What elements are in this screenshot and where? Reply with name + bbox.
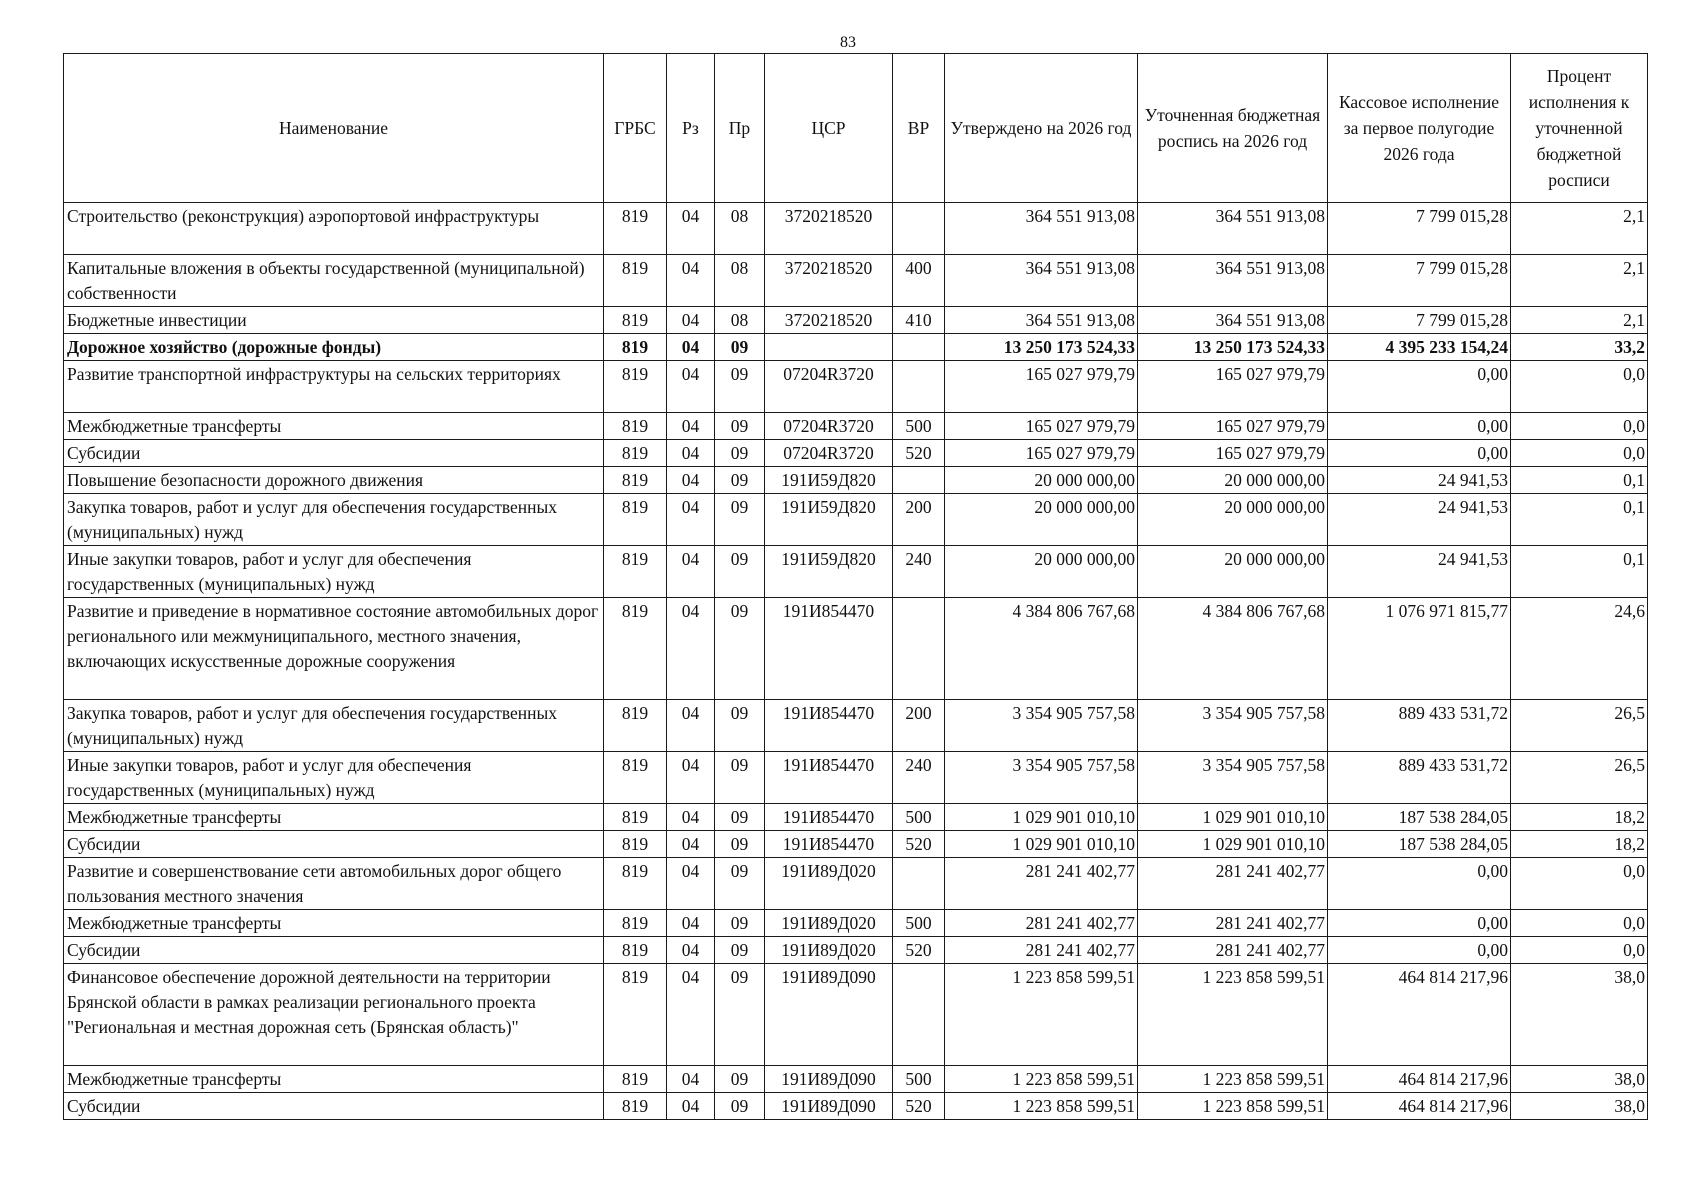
cell-pr: 09 <box>715 361 765 413</box>
cell-vr <box>893 361 945 413</box>
table-header-row <box>64 54 1648 203</box>
table-row <box>64 937 1648 964</box>
cell-percent: 0,0 <box>1511 910 1648 937</box>
cell-cash: 7 799 015,28 <box>1328 307 1511 334</box>
cell-csr: 191И854470 <box>765 700 893 752</box>
cell-vr: 500 <box>893 910 945 937</box>
cell-csr: 191И59Д820 <box>765 546 893 598</box>
cell-pr: 09 <box>715 964 765 1066</box>
table-row <box>64 307 1648 334</box>
cell-csr: 07204R3720 <box>765 361 893 413</box>
cell-approved: 1 029 901 010,10 <box>945 831 1138 858</box>
cell-csr: 191И854470 <box>765 804 893 831</box>
cell-rz: 04 <box>667 203 715 255</box>
cell-approved: 3 354 905 757,58 <box>945 700 1138 752</box>
cell-name: Иные закупки товаров, работ и услуг для обеспечения государственных (муниципальных) нужд <box>64 752 604 804</box>
cell-name: Закупка товаров, работ и услуг для обеспечения государственных (муниципальных) нужд <box>64 494 604 546</box>
cell-name: Иные закупки товаров, работ и услуг для обеспечения государственных (муниципальных) нужд <box>64 546 604 598</box>
cell-grbs: 819 <box>604 1066 667 1093</box>
cell-vr: 520 <box>893 1093 945 1120</box>
cell-csr: 191И854470 <box>765 831 893 858</box>
cell-refined: 281 241 402,77 <box>1138 910 1328 937</box>
cell-name: Субсидии <box>64 440 604 467</box>
cell-cash: 464 814 217,96 <box>1328 964 1511 1066</box>
cell-pr: 08 <box>715 307 765 334</box>
cell-csr: 07204R3720 <box>765 413 893 440</box>
cell-refined: 364 551 913,08 <box>1138 203 1328 255</box>
cell-vr: 200 <box>893 494 945 546</box>
cell-csr: 191И89Д020 <box>765 937 893 964</box>
cell-pr: 08 <box>715 203 765 255</box>
cell-percent: 18,2 <box>1511 831 1648 858</box>
cell-name: Повышение безопасности дорожного движения <box>64 467 604 494</box>
cell-pr: 09 <box>715 937 765 964</box>
cell-csr: 191И59Д820 <box>765 494 893 546</box>
cell-grbs: 819 <box>604 546 667 598</box>
cell-cash: 889 433 531,72 <box>1328 700 1511 752</box>
cell-percent: 0,1 <box>1511 467 1648 494</box>
header-name: Наименование <box>64 54 604 203</box>
cell-rz: 04 <box>667 752 715 804</box>
cell-pr: 09 <box>715 440 765 467</box>
cell-percent: 0,0 <box>1511 937 1648 964</box>
cell-cash: 187 538 284,05 <box>1328 831 1511 858</box>
cell-name: Развитие транспортной инфраструктуры на сельских территориях <box>64 361 604 413</box>
cell-percent: 38,0 <box>1511 1066 1648 1093</box>
cell-name: Межбюджетные трансферты <box>64 804 604 831</box>
cell-csr: 191И854470 <box>765 598 893 700</box>
cell-name: Бюджетные инвестиции <box>64 307 604 334</box>
cell-cash: 7 799 015,28 <box>1328 203 1511 255</box>
cell-grbs: 819 <box>604 494 667 546</box>
cell-rz: 04 <box>667 831 715 858</box>
cell-pr: 09 <box>715 858 765 910</box>
cell-refined: 1 029 901 010,10 <box>1138 831 1328 858</box>
cell-refined: 364 551 913,08 <box>1138 255 1328 307</box>
cell-approved: 364 551 913,08 <box>945 255 1138 307</box>
cell-grbs: 819 <box>604 307 667 334</box>
cell-name: Субсидии <box>64 1093 604 1120</box>
cell-refined: 3 354 905 757,58 <box>1138 752 1328 804</box>
cell-grbs: 819 <box>604 937 667 964</box>
cell-cash: 24 941,53 <box>1328 494 1511 546</box>
cell-cash: 0,00 <box>1328 910 1511 937</box>
cell-rz: 04 <box>667 334 715 361</box>
cell-approved: 1 029 901 010,10 <box>945 804 1138 831</box>
cell-approved: 20 000 000,00 <box>945 467 1138 494</box>
cell-percent: 26,5 <box>1511 752 1648 804</box>
table-row <box>64 255 1648 307</box>
cell-percent: 2,1 <box>1511 307 1648 334</box>
cell-name: Финансовое обеспечение дорожной деятельности на территории Брянской области в рамках реализации регионального проекта "Региональная и местная дорожная сеть (Брянская область)" <box>64 964 604 1066</box>
cell-refined: 165 027 979,79 <box>1138 440 1328 467</box>
cell-name: Капитальные вложения в объекты государственной (муниципальной) собственности <box>64 255 604 307</box>
cell-grbs: 819 <box>604 964 667 1066</box>
cell-name: Дорожное хозяйство (дорожные фонды) <box>64 334 604 361</box>
cell-vr <box>893 858 945 910</box>
table-row <box>64 804 1648 831</box>
cell-cash: 7 799 015,28 <box>1328 255 1511 307</box>
cell-pr: 09 <box>715 752 765 804</box>
cell-pr: 09 <box>715 831 765 858</box>
cell-approved: 1 223 858 599,51 <box>945 1066 1138 1093</box>
cell-percent: 0,1 <box>1511 546 1648 598</box>
table-row <box>64 440 1648 467</box>
cell-grbs: 819 <box>604 413 667 440</box>
cell-percent: 33,2 <box>1511 334 1648 361</box>
cell-approved: 13 250 173 524,33 <box>945 334 1138 361</box>
cell-refined: 1 223 858 599,51 <box>1138 964 1328 1066</box>
cell-approved: 165 027 979,79 <box>945 361 1138 413</box>
cell-rz: 04 <box>667 804 715 831</box>
cell-percent: 0,1 <box>1511 494 1648 546</box>
cell-percent: 18,2 <box>1511 804 1648 831</box>
header-grbs: ГРБС <box>604 54 667 203</box>
cell-name: Развитие и приведение в нормативное состояние автомобильных дорог регионального или межмуниципального, местного значения, включающих искусственные дорожные сооружения <box>64 598 604 700</box>
cell-approved: 281 241 402,77 <box>945 858 1138 910</box>
cell-pr: 09 <box>715 494 765 546</box>
cell-pr: 09 <box>715 467 765 494</box>
cell-vr <box>893 203 945 255</box>
cell-approved: 1 223 858 599,51 <box>945 1093 1138 1120</box>
cell-percent: 2,1 <box>1511 255 1648 307</box>
cell-name: Межбюджетные трансферты <box>64 413 604 440</box>
header-approved: Утверждено на 2026 год <box>945 54 1138 203</box>
cell-refined: 165 027 979,79 <box>1138 361 1328 413</box>
cell-cash: 889 433 531,72 <box>1328 752 1511 804</box>
cell-refined: 4 384 806 767,68 <box>1138 598 1328 700</box>
table-row <box>64 858 1648 910</box>
cell-rz: 04 <box>667 307 715 334</box>
cell-refined: 364 551 913,08 <box>1138 307 1328 334</box>
cell-cash: 464 814 217,96 <box>1328 1093 1511 1120</box>
cell-pr: 09 <box>715 1093 765 1120</box>
table-row <box>64 334 1648 361</box>
cell-refined: 165 027 979,79 <box>1138 413 1328 440</box>
cell-vr: 400 <box>893 255 945 307</box>
cell-csr: 191И89Д020 <box>765 910 893 937</box>
cell-name: Межбюджетные трансферты <box>64 910 604 937</box>
cell-name: Строительство (реконструкция) аэропортовой инфраструктуры <box>64 203 604 255</box>
table-row <box>64 598 1648 700</box>
cell-approved: 20 000 000,00 <box>945 546 1138 598</box>
table-row <box>64 700 1648 752</box>
cell-rz: 04 <box>667 964 715 1066</box>
cell-approved: 20 000 000,00 <box>945 494 1138 546</box>
cell-refined: 281 241 402,77 <box>1138 858 1328 910</box>
table-row <box>64 831 1648 858</box>
cell-percent: 38,0 <box>1511 964 1648 1066</box>
cell-name: Закупка товаров, работ и услуг для обеспечения государственных (муниципальных) нужд <box>64 700 604 752</box>
cell-rz: 04 <box>667 1093 715 1120</box>
cell-csr: 191И89Д090 <box>765 964 893 1066</box>
cell-grbs: 819 <box>604 831 667 858</box>
cell-percent: 2,1 <box>1511 203 1648 255</box>
table-row <box>64 546 1648 598</box>
cell-approved: 4 384 806 767,68 <box>945 598 1138 700</box>
header-refined: Уточненная бюджетная роспись на 2026 год <box>1138 54 1328 203</box>
cell-pr: 09 <box>715 910 765 937</box>
cell-cash: 1 076 971 815,77 <box>1328 598 1511 700</box>
cell-cash: 24 941,53 <box>1328 467 1511 494</box>
cell-vr: 410 <box>893 307 945 334</box>
cell-csr: 191И59Д820 <box>765 467 893 494</box>
cell-vr: 520 <box>893 440 945 467</box>
cell-approved: 281 241 402,77 <box>945 910 1138 937</box>
cell-refined: 20 000 000,00 <box>1138 546 1328 598</box>
cell-grbs: 819 <box>604 910 667 937</box>
cell-grbs: 819 <box>604 598 667 700</box>
cell-approved: 1 223 858 599,51 <box>945 964 1138 1066</box>
cell-refined: 1 029 901 010,10 <box>1138 804 1328 831</box>
cell-percent: 0,0 <box>1511 413 1648 440</box>
table-row <box>64 1066 1648 1093</box>
cell-grbs: 819 <box>604 752 667 804</box>
cell-vr <box>893 334 945 361</box>
cell-percent: 0,0 <box>1511 440 1648 467</box>
table-row <box>64 752 1648 804</box>
cell-name: Развитие и совершенствование сети автомобильных дорог общего пользования местного значения <box>64 858 604 910</box>
cell-csr: 3720218520 <box>765 255 893 307</box>
table-row <box>64 203 1648 255</box>
page-number: 83 <box>840 34 856 51</box>
cell-vr <box>893 467 945 494</box>
cell-rz: 04 <box>667 910 715 937</box>
cell-refined: 20 000 000,00 <box>1138 467 1328 494</box>
cell-vr <box>893 964 945 1066</box>
cell-rz: 04 <box>667 700 715 752</box>
cell-percent: 38,0 <box>1511 1093 1648 1120</box>
cell-csr <box>765 334 893 361</box>
cell-vr: 500 <box>893 1066 945 1093</box>
cell-pr: 09 <box>715 1066 765 1093</box>
cell-refined: 20 000 000,00 <box>1138 494 1328 546</box>
cell-cash: 464 814 217,96 <box>1328 1066 1511 1093</box>
cell-rz: 04 <box>667 546 715 598</box>
table-row <box>64 361 1648 413</box>
cell-grbs: 819 <box>604 334 667 361</box>
cell-percent: 26,5 <box>1511 700 1648 752</box>
cell-approved: 281 241 402,77 <box>945 937 1138 964</box>
cell-rz: 04 <box>667 255 715 307</box>
cell-cash: 187 538 284,05 <box>1328 804 1511 831</box>
cell-csr: 191И854470 <box>765 752 893 804</box>
table-row <box>64 910 1648 937</box>
cell-rz: 04 <box>667 361 715 413</box>
header-rz: Рз <box>667 54 715 203</box>
cell-rz: 04 <box>667 413 715 440</box>
cell-vr: 520 <box>893 937 945 964</box>
cell-vr: 520 <box>893 831 945 858</box>
header-vr: ВР <box>893 54 945 203</box>
cell-grbs: 819 <box>604 1093 667 1120</box>
cell-csr: 3720218520 <box>765 307 893 334</box>
cell-vr: 500 <box>893 804 945 831</box>
cell-rz: 04 <box>667 440 715 467</box>
cell-cash: 4 395 233 154,24 <box>1328 334 1511 361</box>
table-row <box>64 964 1648 1066</box>
cell-approved: 364 551 913,08 <box>945 203 1138 255</box>
header-cash: Кассовое исполнение за первое полугодие 2026 года <box>1328 54 1511 203</box>
cell-vr: 240 <box>893 752 945 804</box>
cell-name: Субсидии <box>64 831 604 858</box>
cell-pr: 09 <box>715 804 765 831</box>
cell-pr: 09 <box>715 546 765 598</box>
cell-rz: 04 <box>667 598 715 700</box>
cell-csr: 191И89Д090 <box>765 1093 893 1120</box>
cell-csr: 07204R3720 <box>765 440 893 467</box>
header-percent: Процент исполнения к уточненной бюджетной росписи <box>1511 54 1648 203</box>
cell-cash: 0,00 <box>1328 361 1511 413</box>
cell-name: Субсидии <box>64 937 604 964</box>
cell-approved: 165 027 979,79 <box>945 413 1138 440</box>
cell-name: Межбюджетные трансферты <box>64 1066 604 1093</box>
cell-grbs: 819 <box>604 700 667 752</box>
cell-csr: 3720218520 <box>765 203 893 255</box>
cell-pr: 09 <box>715 413 765 440</box>
table-row <box>64 1093 1648 1120</box>
cell-grbs: 819 <box>604 440 667 467</box>
cell-grbs: 819 <box>604 467 667 494</box>
cell-grbs: 819 <box>604 361 667 413</box>
cell-grbs: 819 <box>604 255 667 307</box>
table-row <box>64 467 1648 494</box>
cell-approved: 3 354 905 757,58 <box>945 752 1138 804</box>
header-csr: ЦСР <box>765 54 893 203</box>
cell-rz: 04 <box>667 1066 715 1093</box>
cell-percent: 0,0 <box>1511 361 1648 413</box>
cell-refined: 13 250 173 524,33 <box>1138 334 1328 361</box>
cell-csr: 191И89Д090 <box>765 1066 893 1093</box>
cell-rz: 04 <box>667 494 715 546</box>
cell-vr: 240 <box>893 546 945 598</box>
header-pr: Пр <box>715 54 765 203</box>
cell-cash: 0,00 <box>1328 440 1511 467</box>
budget-table <box>63 53 1648 1120</box>
table-row <box>64 494 1648 546</box>
cell-cash: 24 941,53 <box>1328 546 1511 598</box>
cell-grbs: 819 <box>604 858 667 910</box>
cell-grbs: 819 <box>604 804 667 831</box>
cell-csr: 191И89Д020 <box>765 858 893 910</box>
cell-rz: 04 <box>667 937 715 964</box>
table-row <box>64 413 1648 440</box>
cell-pr: 09 <box>715 700 765 752</box>
cell-approved: 165 027 979,79 <box>945 440 1138 467</box>
cell-pr: 08 <box>715 255 765 307</box>
cell-cash: 0,00 <box>1328 858 1511 910</box>
cell-approved: 364 551 913,08 <box>945 307 1138 334</box>
cell-vr: 500 <box>893 413 945 440</box>
cell-refined: 1 223 858 599,51 <box>1138 1093 1328 1120</box>
cell-rz: 04 <box>667 858 715 910</box>
cell-grbs: 819 <box>604 203 667 255</box>
cell-pr: 09 <box>715 334 765 361</box>
cell-refined: 3 354 905 757,58 <box>1138 700 1328 752</box>
cell-pr: 09 <box>715 598 765 700</box>
cell-percent: 24,6 <box>1511 598 1648 700</box>
cell-cash: 0,00 <box>1328 937 1511 964</box>
cell-percent: 0,0 <box>1511 858 1648 910</box>
cell-rz: 04 <box>667 467 715 494</box>
cell-refined: 1 223 858 599,51 <box>1138 1066 1328 1093</box>
cell-vr: 200 <box>893 700 945 752</box>
cell-cash: 0,00 <box>1328 413 1511 440</box>
cell-refined: 281 241 402,77 <box>1138 937 1328 964</box>
cell-vr <box>893 598 945 700</box>
